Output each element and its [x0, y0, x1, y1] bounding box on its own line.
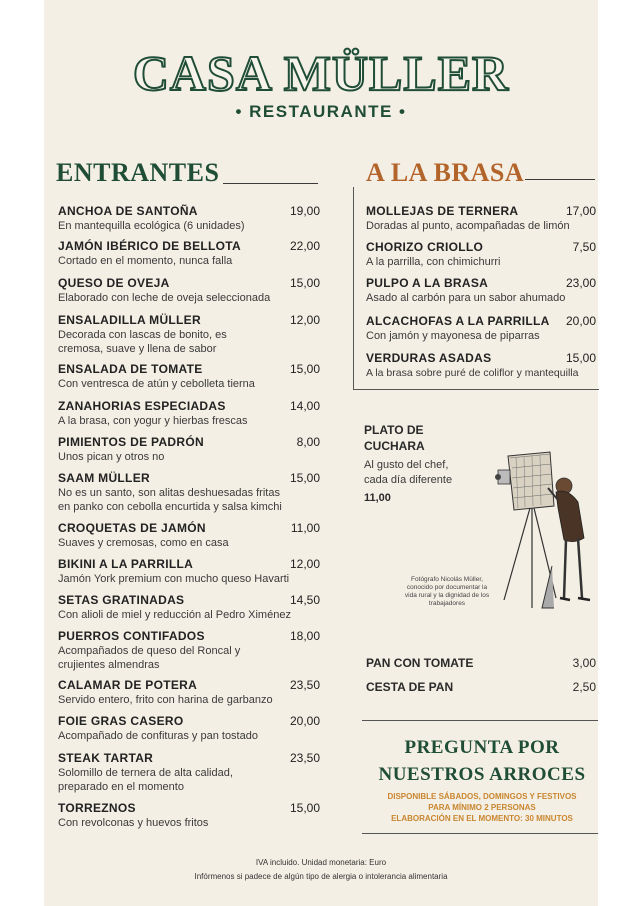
list-item: [58, 204, 320, 233]
list-item: [58, 521, 320, 550]
item-name: PIMIENTOS DE PADRÓN: [58, 435, 204, 449]
list-item: [58, 435, 320, 464]
restaurant-subtitle: • RESTAURANTE •: [235, 102, 407, 121]
item-price: 12,00: [289, 557, 320, 571]
arroces-info: [362, 791, 602, 824]
item-name: MOLLEJAS DE TERNERA: [366, 204, 519, 218]
list-item: [366, 204, 596, 233]
item-price: 17,00: [565, 204, 596, 218]
item-description: A la parrilla, con chimichurri: [366, 256, 501, 268]
item-price: 23,50: [289, 751, 320, 765]
list-item: [366, 240, 596, 269]
item-price: 15,00: [565, 351, 596, 365]
arroces-info-line: PARA MÍNIMO 2 PERSONAS: [428, 803, 536, 812]
item-description: Acompañado de confituras y pan tostado: [58, 730, 258, 742]
item-name: CALAMAR DE POTERA: [58, 678, 198, 692]
item-description: Con alioli de miel y reducción al Pedro Ximénez: [58, 609, 291, 621]
item-description: Decorada con lascas de bonito, es cremosa, suave y llena de sabor: [58, 329, 227, 355]
item-price: 23,50: [289, 678, 320, 692]
item-name: VERDURAS ASADAS: [366, 351, 492, 365]
item-name: CROQUETAS DE JAMÓN: [58, 521, 206, 535]
item-name: PUERROS CONTIFADOS: [58, 629, 205, 643]
list-item: [58, 313, 320, 356]
item-price: 22,00: [289, 239, 320, 253]
item-price: 8,00: [296, 435, 320, 449]
list-item: [58, 557, 320, 586]
item-price: 12,00: [289, 313, 320, 327]
item-name: ALCACHOFAS A LA PARRILLA: [366, 314, 550, 328]
item-description: A la brasa, con yogur y hierbas frescas: [58, 415, 248, 427]
list-item: [366, 656, 596, 670]
item-description: En mantequilla ecológica (6 unidades): [58, 220, 245, 232]
list-item: [58, 276, 320, 305]
entrantes-title: ENTRANTES: [56, 158, 220, 187]
entrantes-rule: [223, 183, 318, 184]
item-price: 20,00: [289, 714, 320, 728]
plato-cuchara: [364, 422, 494, 504]
item-price: 11,00: [290, 521, 320, 535]
item-name: PULPO A LA BRASA: [366, 276, 489, 290]
item-description: Suaves y cremosas, como en casa: [58, 537, 229, 549]
photographer-illustration: [494, 448, 598, 620]
plato-price: 11,00: [364, 492, 391, 504]
item-price: 20,00: [565, 314, 596, 328]
item-price: 14,00: [289, 399, 320, 413]
item-price: 23,00: [565, 276, 596, 290]
list-item: [58, 751, 320, 794]
item-price: 14,50: [289, 593, 320, 607]
item-name: JAMÓN IBÉRICO DE BELLOTA: [58, 239, 241, 253]
brasa-title: A LA BRASA: [366, 158, 528, 188]
item-description: No es un santo, son alitas deshuesadas fritas en panko con cebolla encurtida y salsa kimchi: [58, 487, 282, 513]
list-item: [366, 680, 596, 694]
item-description: Solomillo de ternera de alta calidad, preparado en el momento: [58, 767, 233, 793]
item-price: 15,00: [289, 471, 320, 485]
list-item: [58, 678, 320, 707]
list-item: [366, 351, 596, 380]
item-name: ENSALADILLA MÜLLER: [58, 313, 201, 327]
arroces-title-line: PREGUNTA POR: [404, 737, 560, 758]
restaurant-logo: CASA MÜLLER: [132, 45, 510, 101]
item-name: BIKINI A LA PARRILLA: [58, 557, 194, 571]
item-name: CHORIZO CRIOLLO: [366, 240, 484, 254]
item-description: Asado al carbón para un sabor ahumado: [366, 292, 566, 304]
arroces-bottom-rule: [362, 833, 598, 834]
footer-notes: [44, 856, 598, 884]
item-name: SAAM MÜLLER: [58, 471, 150, 485]
list-item: [366, 276, 596, 305]
arroces-title-line: NUESTROS ARROCES: [378, 764, 586, 785]
arroces-info-line: ELABORACIÓN EN EL MOMENTO: 30 MINUTOS: [391, 814, 573, 823]
item-name: PAN CON TOMATE: [366, 656, 474, 670]
list-item: [366, 314, 596, 343]
list-item: [58, 714, 320, 743]
item-description: Jamón York premium con mucho queso Havarti: [58, 573, 290, 585]
list-item: [58, 399, 320, 428]
item-price: 2,50: [572, 680, 596, 694]
item-description: Acompañados de queso del Roncal y crujientes almendras: [58, 645, 241, 671]
item-name: TORREZNOS: [58, 801, 136, 815]
list-item: [58, 593, 320, 622]
item-description: Cortado en el momento, nunca falla: [58, 255, 233, 267]
item-name: ANCHOA DE SANTOÑA: [58, 204, 198, 218]
item-price: 7,50: [572, 240, 596, 254]
list-item: [58, 471, 320, 514]
footer-line: IVA incluido. Unidad monetaria: Euro: [255, 858, 387, 867]
item-price: 15,00: [289, 801, 320, 815]
item-price: 19,00: [289, 204, 320, 218]
item-price: 3,00: [572, 656, 596, 670]
list-item: [58, 629, 320, 672]
item-name: ENSALADA DE TOMATE: [58, 362, 203, 376]
arroces-heading: [362, 734, 602, 788]
item-name: QUESO DE OVEJA: [58, 276, 170, 290]
item-name: CESTA DE PAN: [366, 680, 454, 694]
item-description: A la brasa sobre puré de coliflor y mantequilla: [366, 367, 579, 379]
plato-name: PLATO DE CUCHARA: [364, 423, 425, 453]
item-name: FOIE GRAS CASERO: [58, 714, 184, 728]
photo-caption: Fotógrafo Nicolás Müller, conocido por documentar la vida rural y la dignidad de los trabajadores: [404, 576, 490, 607]
item-price: 15,00: [289, 362, 320, 376]
item-description: Servido entero, frito con harina de garbanzo: [58, 694, 273, 706]
item-price: 18,00: [289, 629, 320, 643]
item-description: Unos pican y otros no: [58, 451, 165, 463]
item-name: STEAK TARTAR: [58, 751, 154, 765]
list-item: [58, 239, 320, 268]
item-name: SETAS GRATINADAS: [58, 593, 185, 607]
list-item: [58, 801, 320, 830]
item-description: Con jamón y mayonesa de piparras: [366, 330, 540, 342]
list-item: [58, 362, 320, 391]
item-name: ZANAHORIAS ESPECIADAS: [58, 399, 226, 413]
plato-description: Al gusto del chef, cada día diferente: [364, 459, 453, 486]
arroces-top-rule: [362, 720, 598, 721]
item-description: Con ventresca de atún y cebolleta tierna: [58, 378, 255, 390]
arroces-info-line: DISPONIBLE SÁBADOS, DOMINGOS Y FESTIVOS: [387, 792, 577, 801]
item-description: Con revolconas y huevos fritos: [58, 817, 209, 829]
item-description: Doradas al punto, acompañadas de limón: [366, 220, 570, 232]
item-description: Elaborado con leche de oveja seleccionada: [58, 292, 271, 304]
item-price: 15,00: [289, 276, 320, 290]
brasa-rule: [525, 179, 595, 180]
footer-line: Infórmenos si padece de algún tipo de alergia o intolerancia alimentaria: [194, 872, 448, 881]
